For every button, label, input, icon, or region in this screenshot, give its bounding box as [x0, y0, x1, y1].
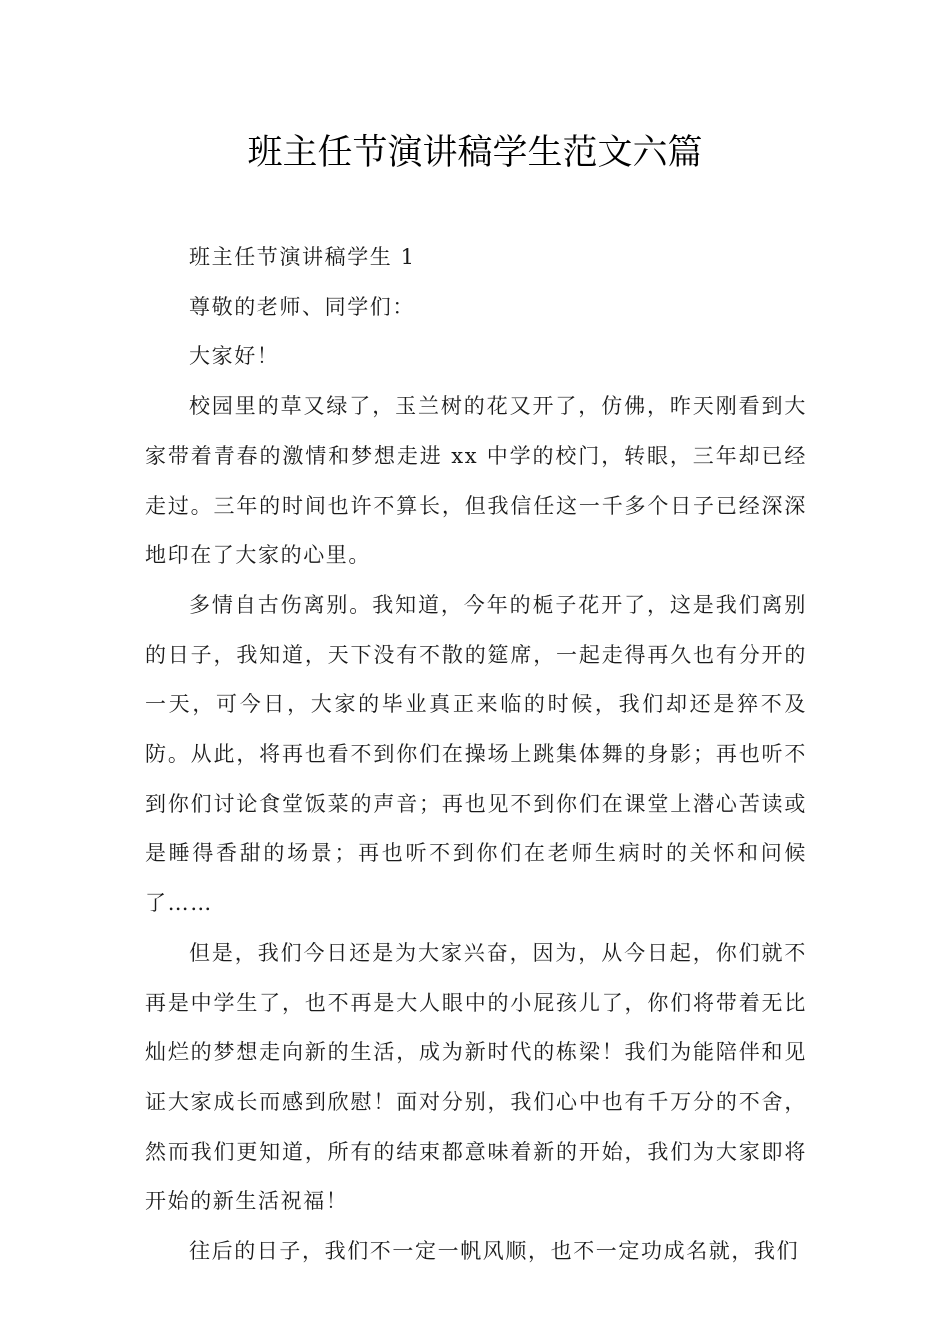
document-title: 班主任节演讲稿学生范文六篇	[247, 133, 703, 173]
paragraph-salutation: 尊敬的老师、同学们：	[189, 294, 415, 319]
paragraph-heading: 班主任节演讲稿学生 1	[189, 245, 416, 269]
paragraph: 多情自古伤离别。我知道，今年的栀子花开了，这是我们离别的日子，我知道，天下没有不散的筵席，一起走得再久也有分开的一天，可今日，大家的毕业真正来临的时候，我们却还是猝不及防。从此，将再也看不到你们在操场上跳集体舞的身影；再也听不到你们讨论食堂饭菜的声音；再也见不到你们在课堂上潜心苦读或是睡得香甜的场景；再也听不到你们在老师生病时的关怀和问候了……	[145, 592, 807, 916]
paragraph: 校园里的草又绿了，玉兰树的花又开了，仿佛，昨天刚看到大家带着青春的激情和梦想走进 xx 中学的校门，转眼，三年却已经走过。三年的时间也许不算长，但我信任这一千多个日子已经深深地印在了大家的心里。	[145, 394, 807, 568]
paragraph: 往后的日子，我们不一定一帆风顺，也不一定功成名就，我们	[189, 1239, 800, 1264]
document-body	[145, 233, 807, 1277]
paragraph: 但是，我们今日还是为大家兴奋，因为，从今日起，你们就不再是中学生了，也不再是大人眼中的小屁孩儿了，你们将带着无比灿烂的梦想走向新的生活，成为新时代的栋梁！我们为能陪伴和见证大家成长而感到欣慰！面对分别，我们心中也有千万分的不舍，然而我们更知道，所有的结束都意味着新的开始，我们为大家即将开始的新生活祝福！	[145, 940, 807, 1214]
paragraph-greeting: 大家好！	[189, 344, 280, 369]
